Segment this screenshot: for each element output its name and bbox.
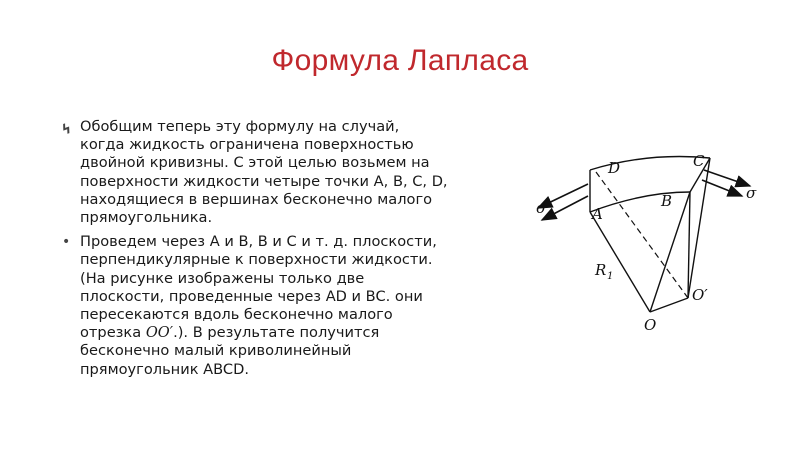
- sigma-arrow-left-2: [542, 196, 588, 220]
- bullet-2-line-1: Проведем через A и B, B и C и т. д. плоскости,: [80, 233, 437, 251]
- sigma-arrow-right-2: [702, 180, 742, 196]
- bullet-1-line-6: прямоугольника.: [80, 209, 213, 227]
- bullet-2-line-5: пересекаются вдоль бесконечно малого: [80, 306, 393, 324]
- label-sigma-left: σ: [536, 199, 547, 217]
- bullet-dot-icon: •: [62, 234, 71, 251]
- slide-content: [59, 118, 482, 385]
- bullet-2-line-3: (На рисунке изображены только две: [80, 269, 365, 287]
- edge-b-o-prime: [688, 192, 690, 298]
- bullet-marker-icon: ϟ: [59, 120, 74, 139]
- bullet-1-line-2: когда жидкость ограничена поверхностью: [80, 136, 414, 154]
- bullet-item-2: [62, 233, 482, 379]
- edge-c-o-prime: [688, 158, 710, 298]
- label-r: R: [595, 261, 607, 279]
- bullet-1-line-1: Обобщим теперь эту формулу на случай,: [80, 118, 400, 135]
- segment-prefix: отрезка: [80, 324, 146, 342]
- segment-oo-prime: OO′: [145, 324, 174, 342]
- bullet-1-line-4: поверхности жидкости четыре точки A, B, C, D,: [80, 172, 448, 190]
- edge-o-o-prime: [650, 298, 688, 312]
- segment-suffix: .). В результате получится: [173, 324, 380, 342]
- bullet-2-line-2: перпендикулярные к поверхности жидкости.: [80, 251, 433, 269]
- bullet-2-line-8: прямоугольник ABCD.: [80, 360, 249, 378]
- bullet-1-line-5: находящиеся в вершинах бесконечно малого: [80, 190, 433, 208]
- curvilinear-rectangle-figure: [528, 140, 768, 340]
- page-title: Формула Лапласа: [271, 44, 529, 77]
- bullet-2-line-7: бесконечно малый криволинейный: [80, 342, 352, 360]
- bullet-2-line-4: плоскости, проведенные через AD и BC. они: [80, 287, 423, 305]
- surface-bottom-edge: [590, 192, 690, 212]
- label-d: D: [608, 159, 621, 177]
- figure-svg: [528, 140, 768, 340]
- edge-b-o: [650, 192, 690, 312]
- bullet-1-line-3: двойной кривизны. С этой целью возьмем на: [80, 154, 430, 172]
- label-o: O: [644, 316, 657, 334]
- bullet-2-line-6: [80, 324, 482, 342]
- label-sigma-right: σ: [746, 184, 757, 202]
- label-c: C: [693, 152, 705, 170]
- label-o-prime: O′: [692, 286, 708, 304]
- label-r-subscript: 1: [607, 271, 614, 282]
- label-b: B: [661, 192, 673, 210]
- label-a: A: [592, 205, 603, 223]
- bullet-item-1: [59, 118, 482, 227]
